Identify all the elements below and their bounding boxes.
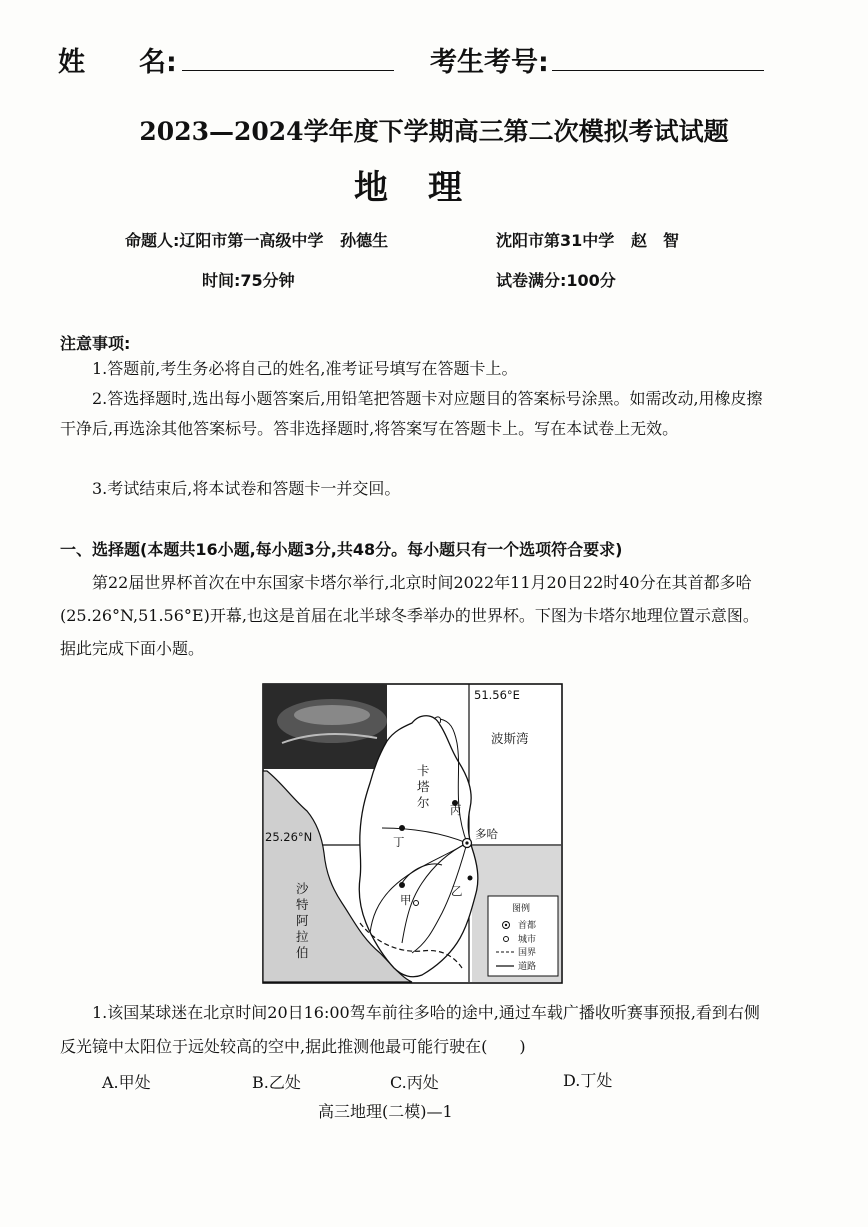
exam-id-field[interactable] (552, 70, 764, 71)
exam-full-score: 试卷满分:100分 (496, 271, 616, 290)
city-marker-ding (399, 825, 405, 831)
name-label: 姓 名: (58, 47, 177, 78)
note-item-2: 2.答选择题时,选出每小题答案后,用铅笔把答题卡对应题目的答案标号涂黑。如需改动,用橡皮擦干净后,再选涂其他答案标号。答非选择题时,将答案写在答题卡上。写在本试卷上无效。 (60, 389, 763, 438)
city-label-ding: 丁 (393, 835, 405, 849)
city-marker-jia (399, 882, 405, 888)
section1-intro: 第22届世界杯首次在中东国家卡塔尔举行,北京时间2022年11月20日22时40分在其首都多哈(25.26°N,51.56°E)开幕,也这是首届在北半球冬季举办的世界杯。下图为卡塔尔地理位置示意图。据此完成下面小题。 (60, 573, 759, 658)
saudi-label-5: 伯 (296, 945, 309, 960)
exam-id-label: 考生考号: (430, 47, 549, 78)
country-label-3: 尔 (417, 795, 430, 810)
authors-prefix: 命题人: (125, 231, 180, 250)
legend-city-icon (504, 937, 509, 942)
city-label-jia: 甲 (400, 893, 412, 907)
author1-name: 孙德生 (340, 231, 389, 250)
map-svg (262, 683, 563, 984)
authors-line-left (125, 228, 388, 251)
longitude-label: 51.56°E (474, 688, 520, 702)
capital-marker-doha-dot (465, 841, 468, 844)
city-marker-yi (468, 876, 473, 881)
question-1-option-b[interactable]: B.乙处 (252, 1073, 301, 1092)
saudi-label-2: 特 (296, 897, 309, 912)
country-label-2: 塔 (417, 779, 430, 794)
legend-border: 国界 (518, 948, 537, 958)
page-footer: 高三地理(二模)—1 (318, 1102, 453, 1121)
section1-heading: 一、选择题(本题共16小题,每小题3分,共48分。每小题只有一个选项符合要求) (60, 540, 623, 559)
saudi-label-3: 阿 (296, 913, 309, 928)
question-1-option-d[interactable]: D.丁处 (563, 1071, 613, 1090)
qatar-location-map (262, 683, 563, 984)
legend-title: 图例 (512, 904, 531, 914)
question-1-option-c[interactable]: C.丙处 (390, 1073, 439, 1092)
saudi-label-1: 沙 (296, 881, 309, 896)
gulf-label: 波斯湾 (491, 731, 529, 746)
question-1-text: 1.该国某球迷在北京时间20日16:00驾车前往多哈的途中,通过车载广播收听赛事预报,看到右侧反光镜中太阳位于远处较高的空中,据此推测他最可能行驶在( ) (60, 1003, 760, 1056)
legend-road: 道路 (518, 962, 537, 972)
city-marker-small (414, 901, 419, 906)
country-label-1: 卡 (417, 763, 430, 778)
notes-heading: 注意事项: (60, 334, 131, 353)
note-item-3: 3.考试结束后,将本试卷和答题卡一并交回。 (92, 479, 401, 498)
authors-line-right (496, 228, 679, 251)
exam-title: 2023—2024学年度下学期高三第二次模拟考试试题 (139, 117, 729, 146)
name-field[interactable] (182, 70, 394, 71)
note-item-1: 1.答题前,考生务必将自己的姓名,准考证号填写在答题卡上。 (92, 359, 518, 378)
legend-city: 城市 (518, 935, 537, 945)
exam-time: 时间:75分钟 (202, 271, 295, 290)
city-label-bing: 丙 (450, 803, 462, 817)
question-1-option-a[interactable]: A.甲处 (102, 1073, 151, 1092)
legend-capital: 首都 (518, 921, 537, 931)
author2-school: 沈阳市第31中学 (496, 231, 615, 250)
stadium-photo-roof (294, 705, 370, 725)
author2-name: 赵 智 (631, 231, 680, 250)
capital-label: 多哈 (475, 827, 498, 841)
latitude-label: 25.26°N (265, 830, 313, 844)
city-label-yi: 乙 (451, 884, 463, 898)
map-legend (488, 896, 558, 976)
subject-title: 地理 (354, 168, 502, 208)
author1-school: 辽阳市第一高级中学 (179, 231, 324, 250)
saudi-label-4: 拉 (296, 929, 309, 944)
